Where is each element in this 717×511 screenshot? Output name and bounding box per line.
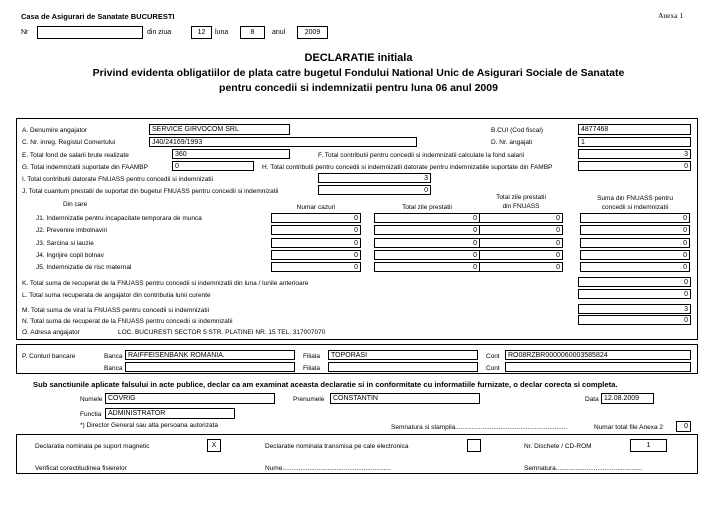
date-field[interactable]: 12.08.2009: [601, 393, 654, 404]
banca-label-2: Banca: [104, 365, 123, 372]
row-zile-field[interactable]: 0: [374, 250, 480, 260]
recover-previous-field[interactable]: 0: [578, 277, 691, 287]
to-recover-field[interactable]: 0: [578, 315, 691, 325]
verifier-signature-line: Semnatura................................................: [524, 465, 643, 472]
row-suma-field[interactable]: 0: [580, 262, 690, 272]
data-label: Data: [585, 396, 599, 403]
nr-label: Nr: [21, 29, 29, 36]
col-header-zile: Total zile prestatii: [402, 204, 452, 211]
signature-stamp-line: Semnatura si stampila..............................................................: [391, 424, 568, 431]
row-suma-field[interactable]: 0: [580, 238, 690, 248]
row-zile-fnuass-field[interactable]: 0: [479, 262, 563, 272]
anul-label: anul: [272, 29, 286, 36]
salary-fund-field[interactable]: 360: [172, 149, 290, 159]
row-suma-field[interactable]: 0: [580, 213, 690, 223]
cui-label: B.CUI (Cod fiscal): [491, 127, 544, 134]
filiala-label-2: Filiala: [303, 365, 320, 372]
day-field[interactable]: 12: [191, 26, 212, 39]
bank-name-field-1[interactable]: RAIFFEISENBANK ROMANIA.: [125, 350, 295, 360]
employer-name-label: A. Denumire angajator: [22, 127, 88, 134]
row-zile-fnuass-field[interactable]: 0: [479, 213, 563, 223]
row-suma-field[interactable]: 0: [580, 250, 690, 260]
to-recover-label: N. Total suma de recuperat de la FNUASS pentru concedii si indemnizatii: [22, 318, 233, 325]
address-label: O. Adresa angajator: [22, 329, 80, 336]
cui-field[interactable]: 4877468: [578, 124, 691, 135]
bank-name-field-2[interactable]: [125, 362, 295, 372]
row-cazuri-field[interactable]: 0: [271, 238, 361, 248]
row-cazuri-field[interactable]: 0: [271, 213, 361, 223]
bank-accounts-label: P. Conturi bancare: [22, 353, 76, 360]
employer-name-field[interactable]: SERVICE GIRVOCOM SRL: [149, 124, 290, 135]
diskettes-field[interactable]: 1: [630, 439, 667, 452]
row-label: J2. Prevenire imbolnaviri: [36, 227, 108, 234]
month-field[interactable]: 8: [240, 26, 265, 39]
branch-field-1[interactable]: TOPORASI: [328, 350, 478, 360]
din-ziua-label: din ziua: [147, 29, 172, 36]
row-cazuri-field[interactable]: 0: [271, 262, 361, 272]
din-care-label: Din care: [63, 201, 88, 208]
employees-field[interactable]: 1: [578, 137, 691, 147]
registry-label: C. Nr. inreg. Registul Comertului: [22, 139, 116, 146]
to-transfer-field[interactable]: 3: [578, 304, 691, 314]
col-header-suma-1: Suma din FNUASS pentru: [597, 195, 673, 202]
col-header-suma-2: concedii si indemnizatii: [601, 204, 669, 211]
declaration-title: DECLARATIE initiala: [304, 52, 413, 64]
faambp-label: G. Total indemnizatii suportate din FAAMBP: [22, 164, 148, 171]
fnuass-benefits-field[interactable]: 0: [318, 185, 431, 195]
electronic-label: Declaratie nominala transmisa pe cale electronica: [265, 443, 409, 450]
numele-label: Numele: [80, 396, 103, 403]
verifier-name-line: Nume............................................................: [265, 465, 391, 472]
nr-field[interactable]: [37, 26, 143, 39]
address-value: LOC. BUCURESTI SECTOR 5 STR. PLATINEI NR. 15 TEL. 317007070: [118, 329, 326, 336]
surname-field[interactable]: COVRIG: [105, 393, 275, 404]
row-zile-field[interactable]: 0: [374, 238, 480, 248]
famb-contributions-label: H. Total contributii pentru concedii si indemnizatii datorate pentru indemnizatiile suportate din FAMBP: [262, 164, 553, 171]
magnetic-support-label: Declaratia nominala pe suport magnetic: [35, 443, 150, 450]
fnuass-benefits-label: J. Total cuantum prestatii de suportat din bugetul FNUASS pentru concedii si indemnizatii: [22, 188, 279, 195]
recovered-current-label: L. Total suma recuperata de angajator din contributia lunii curente: [22, 292, 211, 299]
verified-label: Verificat corectitudinea fisierelor: [35, 465, 127, 472]
famb-contributions-field[interactable]: 0: [578, 161, 691, 171]
col-header-zile-fnuass-2: din FNUASS: [502, 203, 540, 210]
legal-statement: Sub sanctiunile aplicate falsului in acte publice, declar ca am examinat aceasta declaratie si in conformitate cu informatiile furnizate, o declar corecta si completa.: [33, 380, 618, 389]
cont-label-2: Cont: [486, 365, 500, 372]
electronic-checkbox[interactable]: [467, 439, 481, 452]
annex-label: Anexa 1: [658, 11, 684, 20]
total-files-label: Numar total file Anexa 2: [594, 424, 664, 431]
row-zile-fnuass-field[interactable]: 0: [479, 225, 563, 235]
organization-name: Casa de Asigurari de Sanatate BUCURESTI: [21, 12, 175, 21]
function-field[interactable]: ADMINISTRATOR: [105, 408, 235, 419]
row-zile-field[interactable]: 0: [374, 262, 480, 272]
account-field-2[interactable]: [505, 362, 691, 372]
row-zile-fnuass-field[interactable]: 0: [479, 238, 563, 248]
row-label: J5. Indemnizatie de risc maternal: [36, 264, 132, 271]
row-label: J1. Indemnizatie pentru incapacitate temporara de munca: [36, 215, 202, 222]
declaration-period: pentru concedii si indemnizatii pentru luna 06 anul 2009: [219, 82, 498, 94]
banca-label-1: Banca: [104, 353, 123, 360]
diskettes-label: Nr. Dischete / CD-ROM: [524, 443, 592, 450]
to-transfer-label: M. Total suma de virat la FNUASS pentru concedii si indemnizatii: [22, 307, 210, 314]
col-header-zile-fnuass-1: Total zile prestatii: [496, 194, 546, 201]
row-suma-field[interactable]: 0: [580, 225, 690, 235]
recovered-current-field[interactable]: 0: [578, 289, 691, 299]
recover-previous-label: K. Total suma de recuperat de la FNUASS pentru concedii si indemnizatii din luna / lunile anterioare: [22, 280, 309, 287]
luna-label: luna: [215, 29, 229, 36]
row-zile-field[interactable]: 0: [374, 213, 480, 223]
magnetic-support-checkbox[interactable]: X: [207, 439, 221, 452]
contributions-calc-field[interactable]: 3: [578, 149, 691, 159]
prenume-label: Prenumele: [293, 396, 325, 403]
employees-label: D. Nr. angajati: [491, 139, 533, 146]
row-label: J3. Sarcina si lauzie: [36, 240, 94, 247]
total-files-field[interactable]: 0: [676, 421, 691, 432]
fnuass-contributions-field[interactable]: 3: [318, 173, 431, 183]
account-field-1[interactable]: RO08RZBR0000060003585824: [505, 350, 691, 360]
row-cazuri-field[interactable]: 0: [271, 250, 361, 260]
row-label: J4. Ingrijire copil bolnav: [36, 252, 104, 259]
functia-label: Functia: [80, 411, 102, 418]
branch-field-2[interactable]: [328, 362, 478, 372]
filiala-label-1: Filiala: [303, 353, 320, 360]
salary-fund-label: E. Total fond de salarii brute realizate: [22, 152, 129, 159]
row-zile-fnuass-field[interactable]: 0: [479, 250, 563, 260]
row-zile-field[interactable]: 0: [374, 225, 480, 235]
declaration-subtitle: Privind evidenta obligatiilor de plata catre bugetul Fondului National Unic de Asigurari Sociale de Sanatate: [92, 67, 625, 79]
cont-label-1: Cont: [486, 353, 500, 360]
col-header-cazuri: Numar cazuri: [296, 204, 336, 211]
fnuass-contributions-label: I. Total contributii datorate FNUASS pentru concedii si indemnizatii: [22, 176, 214, 183]
contributions-calc-label: F. Total contributii pentru concedii si indemnizatii calculate la fond salarii: [318, 152, 525, 159]
year-field[interactable]: 2009: [297, 26, 328, 39]
row-cazuri-field[interactable]: 0: [271, 225, 361, 235]
first-name-field[interactable]: CONSTANTIN: [330, 393, 480, 404]
faambp-field[interactable]: 0: [172, 161, 254, 171]
registry-field[interactable]: J40/24169/1993: [149, 137, 417, 147]
director-note: *) Director General sau alta persoana autorizata: [80, 422, 219, 429]
